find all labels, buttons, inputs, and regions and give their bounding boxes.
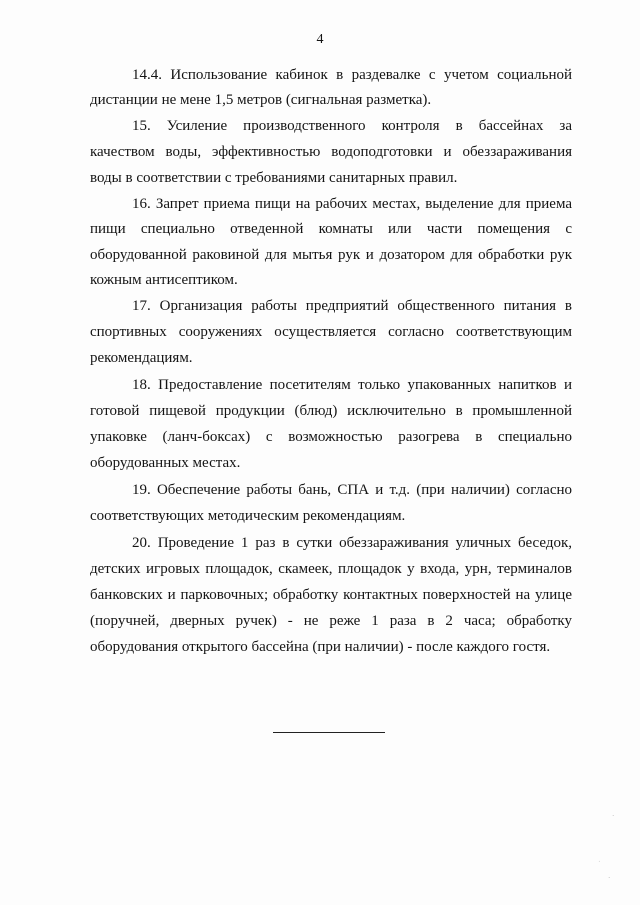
scan-artifact: · <box>608 874 611 882</box>
paragraph-line: 16. Запрет приема пищи на рабочих местах, выделение для приема <box>132 196 572 212</box>
paragraph-line: готовой пищевой продукции (блюд) исключительно в промышленной <box>90 403 572 419</box>
paragraph-line: 18. Предоставление посетителям только упакованных напитков и <box>132 377 572 393</box>
paragraph-line: кожным антисептиком. <box>90 272 238 288</box>
paragraph-line: (поручней, дверных ручек) - не реже 1 раза в 2 часа; обработку <box>90 613 572 629</box>
paragraph-line: пищи специально отведенной комнаты или части помещения с <box>90 221 572 237</box>
paragraph-line: рекомендациям. <box>90 350 193 366</box>
scan-artifact: · <box>612 812 615 820</box>
paragraph-line: соответствующих методическим рекомендациям. <box>90 508 406 524</box>
paragraph-line: оборудованных местах. <box>90 455 241 471</box>
paragraph-line: 19. Обеспечение работы бань, СПА и т.д. (при наличии) согласно <box>132 482 572 498</box>
paragraph-line: 17. Организация работы предприятий общественного питания в <box>132 298 572 314</box>
scan-artifact: ˈ <box>598 860 601 868</box>
paragraph-line: воды в соответствии с требованиями санитарных правил. <box>90 170 458 186</box>
paragraph-line: спортивных сооружениях осуществляется согласно соответствующим <box>90 324 572 340</box>
paragraph-line: упаковке (ланч-боксах) с возможностью разогрева в специально <box>90 429 572 445</box>
paragraph-line: дистанции не мене 1,5 метров (сигнальная разметка). <box>90 92 432 108</box>
paragraph-line: оборудования открытого бассейна (при наличии) - после каждого гостя. <box>90 639 551 655</box>
closing-separator-line <box>273 732 385 733</box>
paragraph-line: 14.4. Использование кабинок в раздевалке с учетом социальной <box>132 67 572 83</box>
page-number: 4 <box>316 32 324 47</box>
paragraph-line: оборудованной раковиной для мытья рук и дозатором для обработки рук <box>90 247 572 263</box>
paragraph-line: 20. Проведение 1 раз в сутки обеззараживания уличных беседок, <box>132 535 572 551</box>
paragraph-line: 15. Усиление производственного контроля в бассейнах за <box>132 118 572 134</box>
paragraph-line: качеством воды, эффективностью водоподготовки и обеззараживания <box>90 144 572 160</box>
paragraph-line: банковских и парковочных; обработку контактных поверхностей на улице <box>90 587 572 603</box>
paragraph-line: детских игровых площадок, скамеек, площадок у входа, урн, терминалов <box>90 561 572 577</box>
